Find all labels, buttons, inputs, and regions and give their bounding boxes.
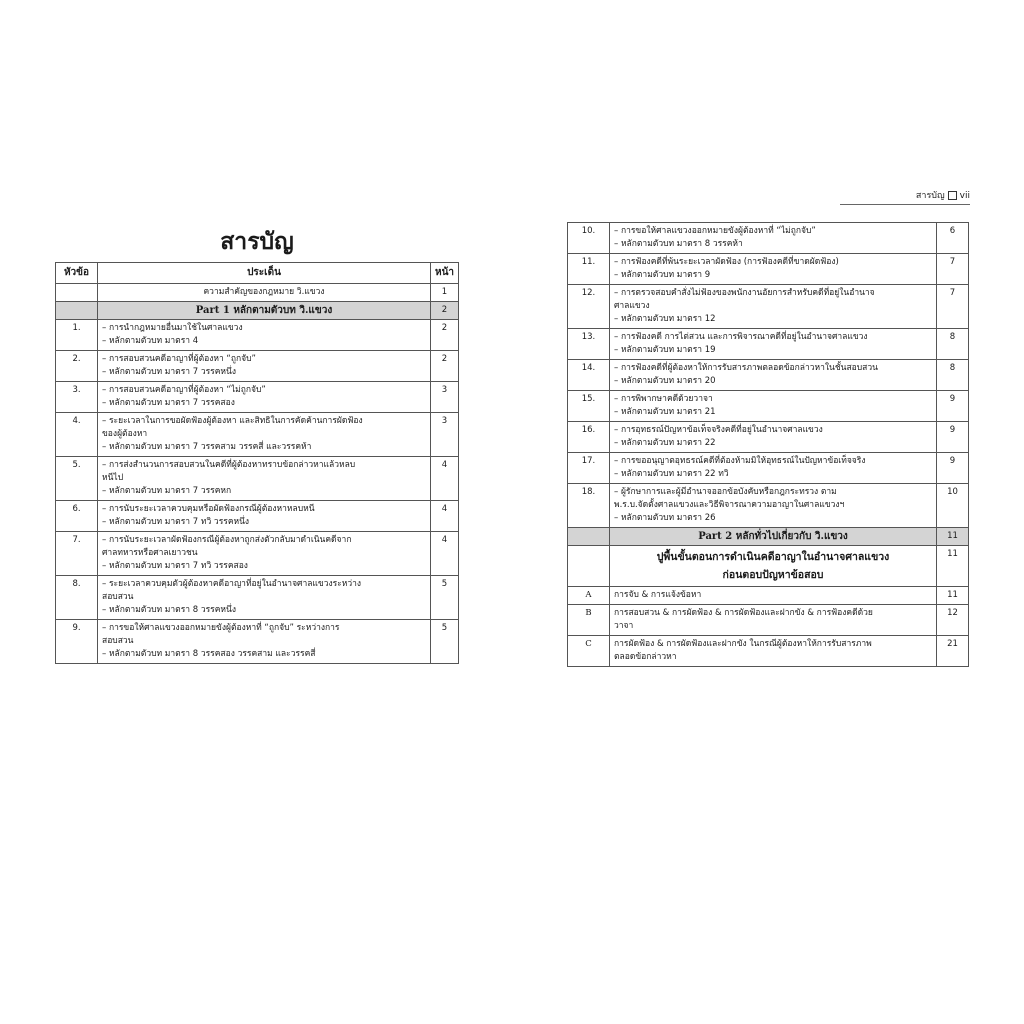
toc-row-page: 9	[937, 391, 969, 422]
toc-row-page: 2	[431, 320, 459, 351]
toc-row-number: 1.	[56, 320, 98, 351]
toc-row-number: 13.	[568, 329, 610, 360]
toc-row-line: พ.ร.บ.จัดตั้งศาลแขวงและวิธีพิจารณาความอาญาในศาลแขวงฯ	[614, 500, 845, 510]
toc-row-topic	[610, 605, 937, 636]
part2-title: Part 2 หลักทั่วไปเกี่ยวกับ วิ.แขวง	[610, 528, 937, 546]
toc-row-line: – หลักตามตัวบท มาตรา 22	[614, 438, 716, 448]
part1-title: Part 1 หลักตามตัวบท วิ.แขวง	[98, 302, 431, 320]
toc-row[interactable]	[568, 285, 969, 329]
toc-row-topic	[610, 391, 937, 422]
toc-row-page: 3	[431, 382, 459, 413]
toc-row-number: 14.	[568, 360, 610, 391]
toc-row-line: – หลักตามตัวบท มาตรา 7 วรรคสอง	[102, 398, 235, 408]
toc-row-line: – หลักตามตัวบท มาตรา 7 ทวิ วรรคสอง	[102, 561, 248, 571]
toc-row-page: 3	[431, 413, 459, 457]
toc-row[interactable]	[56, 620, 459, 664]
toc-row-topic	[98, 620, 431, 664]
toc-row-line: – การตรวจสอบคำสั่งไม่ฟ้องของพนักงานอัยการสำหรับคดีที่อยู่ในอำนาจ	[614, 288, 875, 298]
toc-row-page: 2	[431, 351, 459, 382]
toc-row-page: 7	[937, 254, 969, 285]
toc-row[interactable]	[56, 413, 459, 457]
overview-line: ก่อนตอบปัญหาข้อสอบ	[722, 569, 824, 581]
toc-row-number: C	[568, 636, 610, 667]
toc-row-line: – หลักตามตัวบท มาตรา 8 วรรคสอง วรรคสาม และวรรคสี่	[102, 649, 316, 659]
toc-row-line: – การสอบสวนคดีอาญาที่ผู้ต้องหา “ไม่ถูกจับ”	[102, 385, 266, 395]
toc-row-line: ตลอดข้อกล่าวหา	[614, 652, 677, 662]
toc-row-line: – การขอให้ศาลแขวงออกหมายขังผู้ต้องหาที่ “ไม่ถูกจับ”	[614, 226, 816, 236]
toc-row-page: 11	[937, 587, 969, 605]
toc-row[interactable]	[568, 422, 969, 453]
toc-row-page: 8	[937, 360, 969, 391]
toc-row-line: สอบสวน	[102, 592, 134, 602]
running-head-page: vii	[959, 191, 970, 201]
toc-row-line: ของผู้ต้องหา	[102, 429, 148, 439]
header-topic: ประเด็น	[98, 263, 431, 284]
toc-row-number: 12.	[568, 285, 610, 329]
overview-page: 11	[937, 546, 969, 587]
toc-row-topic	[98, 532, 431, 576]
toc-row-topic	[610, 360, 937, 391]
toc-row[interactable]	[568, 453, 969, 484]
toc-row-topic	[610, 285, 937, 329]
toc-row-number: 4.	[56, 413, 98, 457]
toc-intro-row[interactable]	[56, 284, 459, 302]
running-head	[840, 188, 970, 205]
toc-row-page: 4	[431, 501, 459, 532]
toc-row-line: – การพิพากษาคดีด้วยวาจา	[614, 394, 713, 404]
toc-row-number: 18.	[568, 484, 610, 528]
toc-row-number: 15.	[568, 391, 610, 422]
toc-row-topic	[610, 329, 937, 360]
toc-row-topic	[98, 457, 431, 501]
toc-row-topic	[610, 422, 937, 453]
square-icon	[948, 191, 957, 200]
toc-row-line: การจับ & การแจ้งข้อหา	[614, 590, 702, 600]
part2-row[interactable]	[568, 528, 969, 546]
toc-row-page: 9	[937, 422, 969, 453]
overview-row[interactable]	[568, 546, 969, 587]
toc-row-topic	[98, 501, 431, 532]
toc-row-line: หนีไป	[102, 473, 124, 483]
toc-row-topic	[98, 351, 431, 382]
toc-row[interactable]	[568, 329, 969, 360]
toc-row-number: A	[568, 587, 610, 605]
toc-row[interactable]	[56, 382, 459, 413]
toc-row-line: – การนำกฎหมายอื่นมาใช้ในศาลแขวง	[102, 323, 243, 333]
toc-row-number: 8.	[56, 576, 98, 620]
left-page	[55, 222, 459, 664]
toc-row[interactable]	[56, 501, 459, 532]
toc-row-line: วาจา	[614, 621, 634, 631]
toc-row-line: – หลักตามตัวบท มาตรา 7 วรรคสาม วรรคสี่ และวรรคห้า	[102, 442, 312, 452]
toc-row-topic	[98, 320, 431, 351]
toc-row-page: 4	[431, 457, 459, 501]
toc-row-line: – หลักตามตัวบท มาตรา 20	[614, 376, 716, 386]
part2-page: 11	[937, 528, 969, 546]
toc-row-line: – การฟ้องคดีที่ผู้ต้องหาให้การรับสารภาพตลอดข้อกล่าวหาในชั้นสอบสวน	[614, 363, 878, 373]
toc-row-line: สอบสวน	[102, 636, 134, 646]
toc-row[interactable]	[568, 360, 969, 391]
toc-row-page: 10	[937, 484, 969, 528]
toc-row-line: การสอบสวน & การผัดฟ้อง & การผัดฟ้องและฝากขัง & การฟ้องคดีด้วย	[614, 608, 873, 618]
toc-row-line: – การส่งสำนวนการสอบสวนในคดีที่ผู้ต้องหาทราบข้อกล่าวหาแล้วหลบ	[102, 460, 356, 470]
toc-row-line: – หลักตามตัวบท มาตรา 4	[102, 336, 199, 346]
part1-page: 2	[431, 302, 459, 320]
part1-row[interactable]	[56, 302, 459, 320]
toc-row-number: 2.	[56, 351, 98, 382]
toc-row-page: 5	[431, 620, 459, 664]
toc-row-topic	[98, 382, 431, 413]
toc-row-topic	[610, 636, 937, 667]
toc-row-line: – หลักตามตัวบท มาตรา 8 วรรคห้า	[614, 239, 743, 249]
toc-row-topic	[610, 223, 937, 254]
toc-row-line: – หลักตามตัวบท มาตรา 8 วรรคหนึ่ง	[102, 605, 236, 615]
toc-row-line: – หลักตามตัวบท มาตรา 7 วรรคหก	[102, 486, 232, 496]
toc-row-line: การผัดฟ้อง & การผัดฟ้องและฝากขัง ในกรณีผู้ต้องหาให้การรับสารภาพ	[614, 639, 872, 649]
toc-row[interactable]	[56, 351, 459, 382]
header-num: หัวข้อ	[56, 263, 98, 284]
toc-row[interactable]	[56, 320, 459, 351]
toc-row[interactable]	[568, 223, 969, 254]
overview-title	[610, 546, 937, 587]
running-head-title: สารบัญ	[915, 191, 945, 201]
toc-row-number: 16.	[568, 422, 610, 453]
toc-row-line: – หลักตามตัวบท มาตรา 9	[614, 270, 711, 280]
toc-row-page: 7	[937, 285, 969, 329]
toc-row-number: B	[568, 605, 610, 636]
toc-row-topic	[610, 254, 937, 285]
toc-row-number: 7.	[56, 532, 98, 576]
toc-row[interactable]	[568, 587, 969, 605]
toc-row-line: – การขออนุญาตอุทธรณ์คดีที่ต้องห้ามมิให้อุทธรณ์ในปัญหาข้อเท็จจริง	[614, 456, 866, 466]
toc-row-line: – การสอบสวนคดีอาญาที่ผู้ต้องหา “ถูกจับ”	[102, 354, 256, 364]
toc-row-line: – หลักตามตัวบท มาตรา 21	[614, 407, 716, 417]
toc-row-topic	[98, 413, 431, 457]
toc-row-line: – การนับระยะเวลาควบคุมหรือผัดฟ้องกรณีผู้ต้องหาหลบหนี	[102, 504, 315, 514]
toc-row-line: – หลักตามตัวบท มาตรา 7 วรรคหนึ่ง	[102, 367, 236, 377]
header-page: หน้า	[431, 263, 459, 284]
toc-table-left	[55, 262, 459, 664]
toc-row[interactable]	[568, 636, 969, 667]
toc-row-line: – ผู้รักษาการและผู้มีอำนาจออกข้อบังคับหรือกฎกระทรวง ตาม	[614, 487, 837, 497]
toc-row-line: – ระยะเวลาในการขอผัดฟ้องผู้ต้องหา และสิทธิในการคัดค้านการผัดฟ้อง	[102, 416, 363, 426]
toc-row-number: 11.	[568, 254, 610, 285]
toc-row-page: 4	[431, 532, 459, 576]
toc-row-page: 12	[937, 605, 969, 636]
toc-row-page: 21	[937, 636, 969, 667]
overview-line: ปูพื้นขั้นตอนการดำเนินคดีอาญาในอำนาจศาลแขวง	[656, 551, 890, 563]
toc-row-line: – หลักตามตัวบท มาตรา 7 ทวิ วรรคหนึ่ง	[102, 517, 250, 527]
toc-row-line: – ระยะเวลาควบคุมตัวผู้ต้องหาคดีอาญาที่อยู่ในอำนาจศาลแขวงระหว่าง	[102, 579, 362, 589]
toc-row[interactable]	[568, 484, 969, 528]
toc-row[interactable]	[56, 457, 459, 501]
toc-row-topic	[610, 484, 937, 528]
toc-row-page: 5	[431, 576, 459, 620]
intro-text: ความสำคัญของกฎหมาย วิ.แขวง	[98, 284, 431, 302]
toc-row-line: – หลักตามตัวบท มาตรา 12	[614, 314, 716, 324]
toc-row-line: – การขอให้ศาลแขวงออกหมายขังผู้ต้องหาที่ “ถูกจับ” ระหว่างการ	[102, 623, 340, 633]
page-title: สารบัญ	[220, 228, 294, 255]
toc-row-number: 17.	[568, 453, 610, 484]
toc-row-line: – การฟ้องคดี การไต่สวน และการพิจารณาคดีที่อยู่ในอำนาจศาลแขวง	[614, 332, 868, 342]
toc-row-number: 6.	[56, 501, 98, 532]
toc-row-number: 5.	[56, 457, 98, 501]
toc-row-number: 9.	[56, 620, 98, 664]
toc-row-line: – การฟ้องคดีที่พ้นระยะเวลาผัดฟ้อง (การฟ้องคดีที่ขาดผัดฟ้อง)	[614, 257, 839, 267]
toc-row[interactable]	[56, 532, 459, 576]
toc-row-line: – หลักตามตัวบท มาตรา 22 ทวิ	[614, 469, 729, 479]
toc-row[interactable]	[568, 254, 969, 285]
toc-row-line: ศาลแขวง	[614, 301, 650, 311]
toc-row-line: – หลักตามตัวบท มาตรา 26	[614, 513, 716, 523]
toc-row-topic	[610, 587, 937, 605]
toc-row-topic	[610, 453, 937, 484]
toc-row[interactable]	[568, 605, 969, 636]
toc-row-line: ศาลทหารหรือศาลเยาวชน	[102, 548, 198, 558]
toc-row-page: 9	[937, 453, 969, 484]
intro-page: 1	[431, 284, 459, 302]
toc-row-page: 8	[937, 329, 969, 360]
toc-row-number: 3.	[56, 382, 98, 413]
toc-row-topic	[98, 576, 431, 620]
toc-row-page: 6	[937, 223, 969, 254]
toc-row[interactable]	[56, 576, 459, 620]
toc-table-right	[567, 222, 969, 667]
toc-row-line: – การนับระยะเวลาผัดฟ้องกรณีผู้ต้องหาถูกส่งตัวกลับมาดำเนินคดีจาก	[102, 535, 352, 545]
toc-row[interactable]	[568, 391, 969, 422]
right-page	[567, 222, 969, 667]
toc-row-number: 10.	[568, 223, 610, 254]
toc-row-line: – หลักตามตัวบท มาตรา 19	[614, 345, 716, 355]
toc-row-line: – การอุทธรณ์ปัญหาข้อเท็จจริงคดีที่อยู่ในอำนาจศาลแขวง	[614, 425, 823, 435]
